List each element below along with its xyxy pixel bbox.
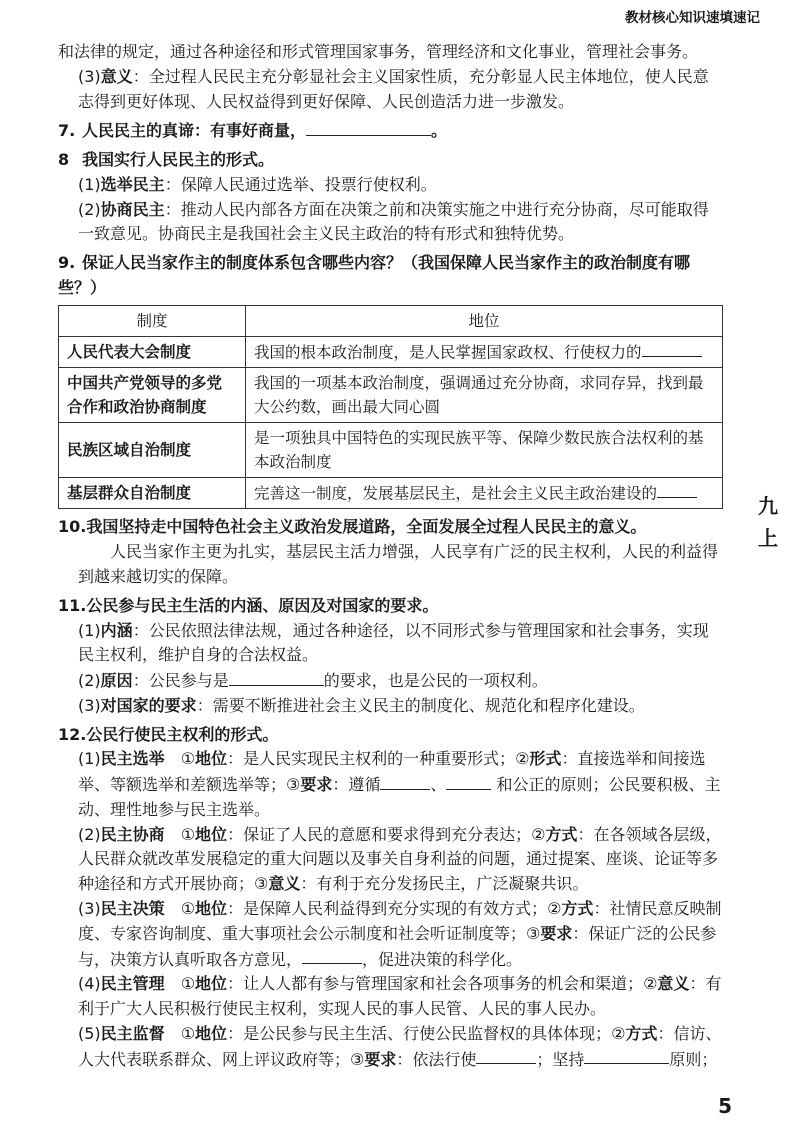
question-7: 7. 人民民主的真谛：有事好商量， 。 <box>58 118 723 144</box>
table-header-row <box>59 305 723 336</box>
column-header: 制度 <box>59 305 246 336</box>
table-row <box>59 478 723 509</box>
answer-blank <box>380 772 430 790</box>
answer-blank <box>306 118 431 136</box>
question-8-title: 8 我国实行人民民主的形式。 <box>58 149 275 169</box>
grade-side-label <box>758 490 778 554</box>
answer-blank <box>476 1047 536 1065</box>
q12-election: (1)民主选举 ①地位：是人民实现民主权利的一种重要形式；②形式：直接选举和间接选举、等额选举和差额选举等；③要求：遵循 、 和公正的原则；公民要积极、主动、理性地参与民主选举。 <box>78 749 721 819</box>
q11-item-3: (3)对国家的要求：需要不断推进社会主义民主的制度化、规范化和程序化建设。 <box>78 695 645 715</box>
q10-body: 人民当家作主更为扎实，基层民主活力增强，人民享有广泛的民主权利，人民的利益得到越来越切实的保障。 <box>78 542 719 586</box>
question-10-title: 10.我国坚持走中国特色社会主义政治发展道路，全面发展全过程人民民主的意义。 <box>58 517 647 537</box>
q12-management: (4)民主管理 ①地位：让人人都有参与管理国家和社会各项事务的机会和渠道；②意义：有利于广大人民积极行使民主权利，实现人民的事人民管、人民的事人民办。 <box>78 974 722 1018</box>
system-cell: 民族区域自治制度 <box>59 423 246 478</box>
answer-blank <box>584 1047 669 1065</box>
answer-blank <box>302 947 362 965</box>
significance-item: (3)意义：全过程人民民主充分彰显社会主义国家性质，充分彰显人民主体地位，使人民意志得到更好体现、人民权益得到更好保障、人民创造活力进一步激发。 <box>78 66 709 111</box>
question-9-title: 9. 保证人民当家作主的制度体系包含哪些内容？（我国保障人民当家作主的政治制度有哪些？） <box>58 253 691 297</box>
side-char: 九 <box>758 494 778 518</box>
status-cell: 是一项独具中国特色的实现民族平等、保障少数民族合法权利的基本政治制度 <box>246 423 723 478</box>
page-number: 5 <box>718 1094 732 1118</box>
system-cell: 基层群众自治制度 <box>59 478 246 509</box>
table-row <box>59 368 723 423</box>
question-11-title: 11.公民参与民主生活的内涵、原因及对国家的要求。 <box>58 595 439 615</box>
answer-blank <box>446 772 491 790</box>
political-system-table <box>58 305 723 510</box>
question-12-title: 12.公民行使民主权利的形式。 <box>58 724 279 744</box>
status-cell: 我国的一项基本政治制度，强调通过充分协商，求同存异，找到最大公约数，画出最大同心圆 <box>246 368 723 423</box>
q8-item-1: (1)选举民主：保障人民通过选举、投票行使权利。 <box>78 174 437 194</box>
page-content <box>58 40 723 1072</box>
running-header: 教材核心知识速填速记 <box>625 10 760 26</box>
q12-decision: (3)民主决策 ①地位：是保障人民利益得到充分实现的有效方式；②方式：社情民意反映制度、专家咨询制度、重大事项社会公示制度和社会听证制度等；③要求：保证广泛的公民参与，决策方认真听取各方意见， ，促进决策的科学化。 <box>78 898 722 969</box>
q8-item-2: (2)协商民主：推动人民内部各方面在决策之前和决策实施之中进行充分协商，尽可能取得一致意见。协商民主是我国社会主义民主政治的特有形式和独特优势。 <box>78 199 709 244</box>
column-header: 地位 <box>246 305 723 336</box>
system-cell: 人民代表大会制度 <box>59 336 246 367</box>
table-row <box>59 336 723 367</box>
side-char: 上 <box>758 526 778 550</box>
answer-blank <box>229 668 324 686</box>
status-cell: 完善这一制度，发展基层民主，是社会主义民主政治建设的 <box>246 478 723 509</box>
q11-item-1: (1)内涵：公民依照法律法规，通过各种途径，以不同形式参与管理国家和社会事务，实现民主权利，维护自身的合法权益。 <box>78 620 709 665</box>
status-cell: 我国的根本政治制度，是人民掌握国家政权、行使权力的 <box>246 336 723 367</box>
system-cell: 中国共产党领导的多党合作和政治协商制度 <box>59 368 246 423</box>
q11-item-2: (2)原因：公民参与是 的要求，也是公民的一项权利。 <box>58 668 723 694</box>
answer-blank <box>642 340 702 357</box>
answer-blank <box>657 481 697 498</box>
continued-paragraph: 和法律的规定，通过各种途径和形式管理国家事务，管理经济和文化事业，管理社会事务。 <box>58 42 699 61</box>
q12-consultation: (2)民主协商 ①地位：保证了人民的意愿和要求得到充分表达；②方式：在各领域各层级，人民群众就改革发展稳定的重大问题以及事关自身利益的问题，通过提案、座谈、论证等多种途径和方式开展协商；③意义：有利于充分发扬民主，广泛凝聚共识。 <box>78 824 722 894</box>
q12-supervision: (5)民主监督 ①地位：是公民参与民主生活、行使公民监督权的具体体现；②方式：信访、人大代表联系群众、网上评议政府等；③要求：依法行使 ；坚持 原则； <box>78 1023 722 1069</box>
table-row <box>59 423 723 478</box>
